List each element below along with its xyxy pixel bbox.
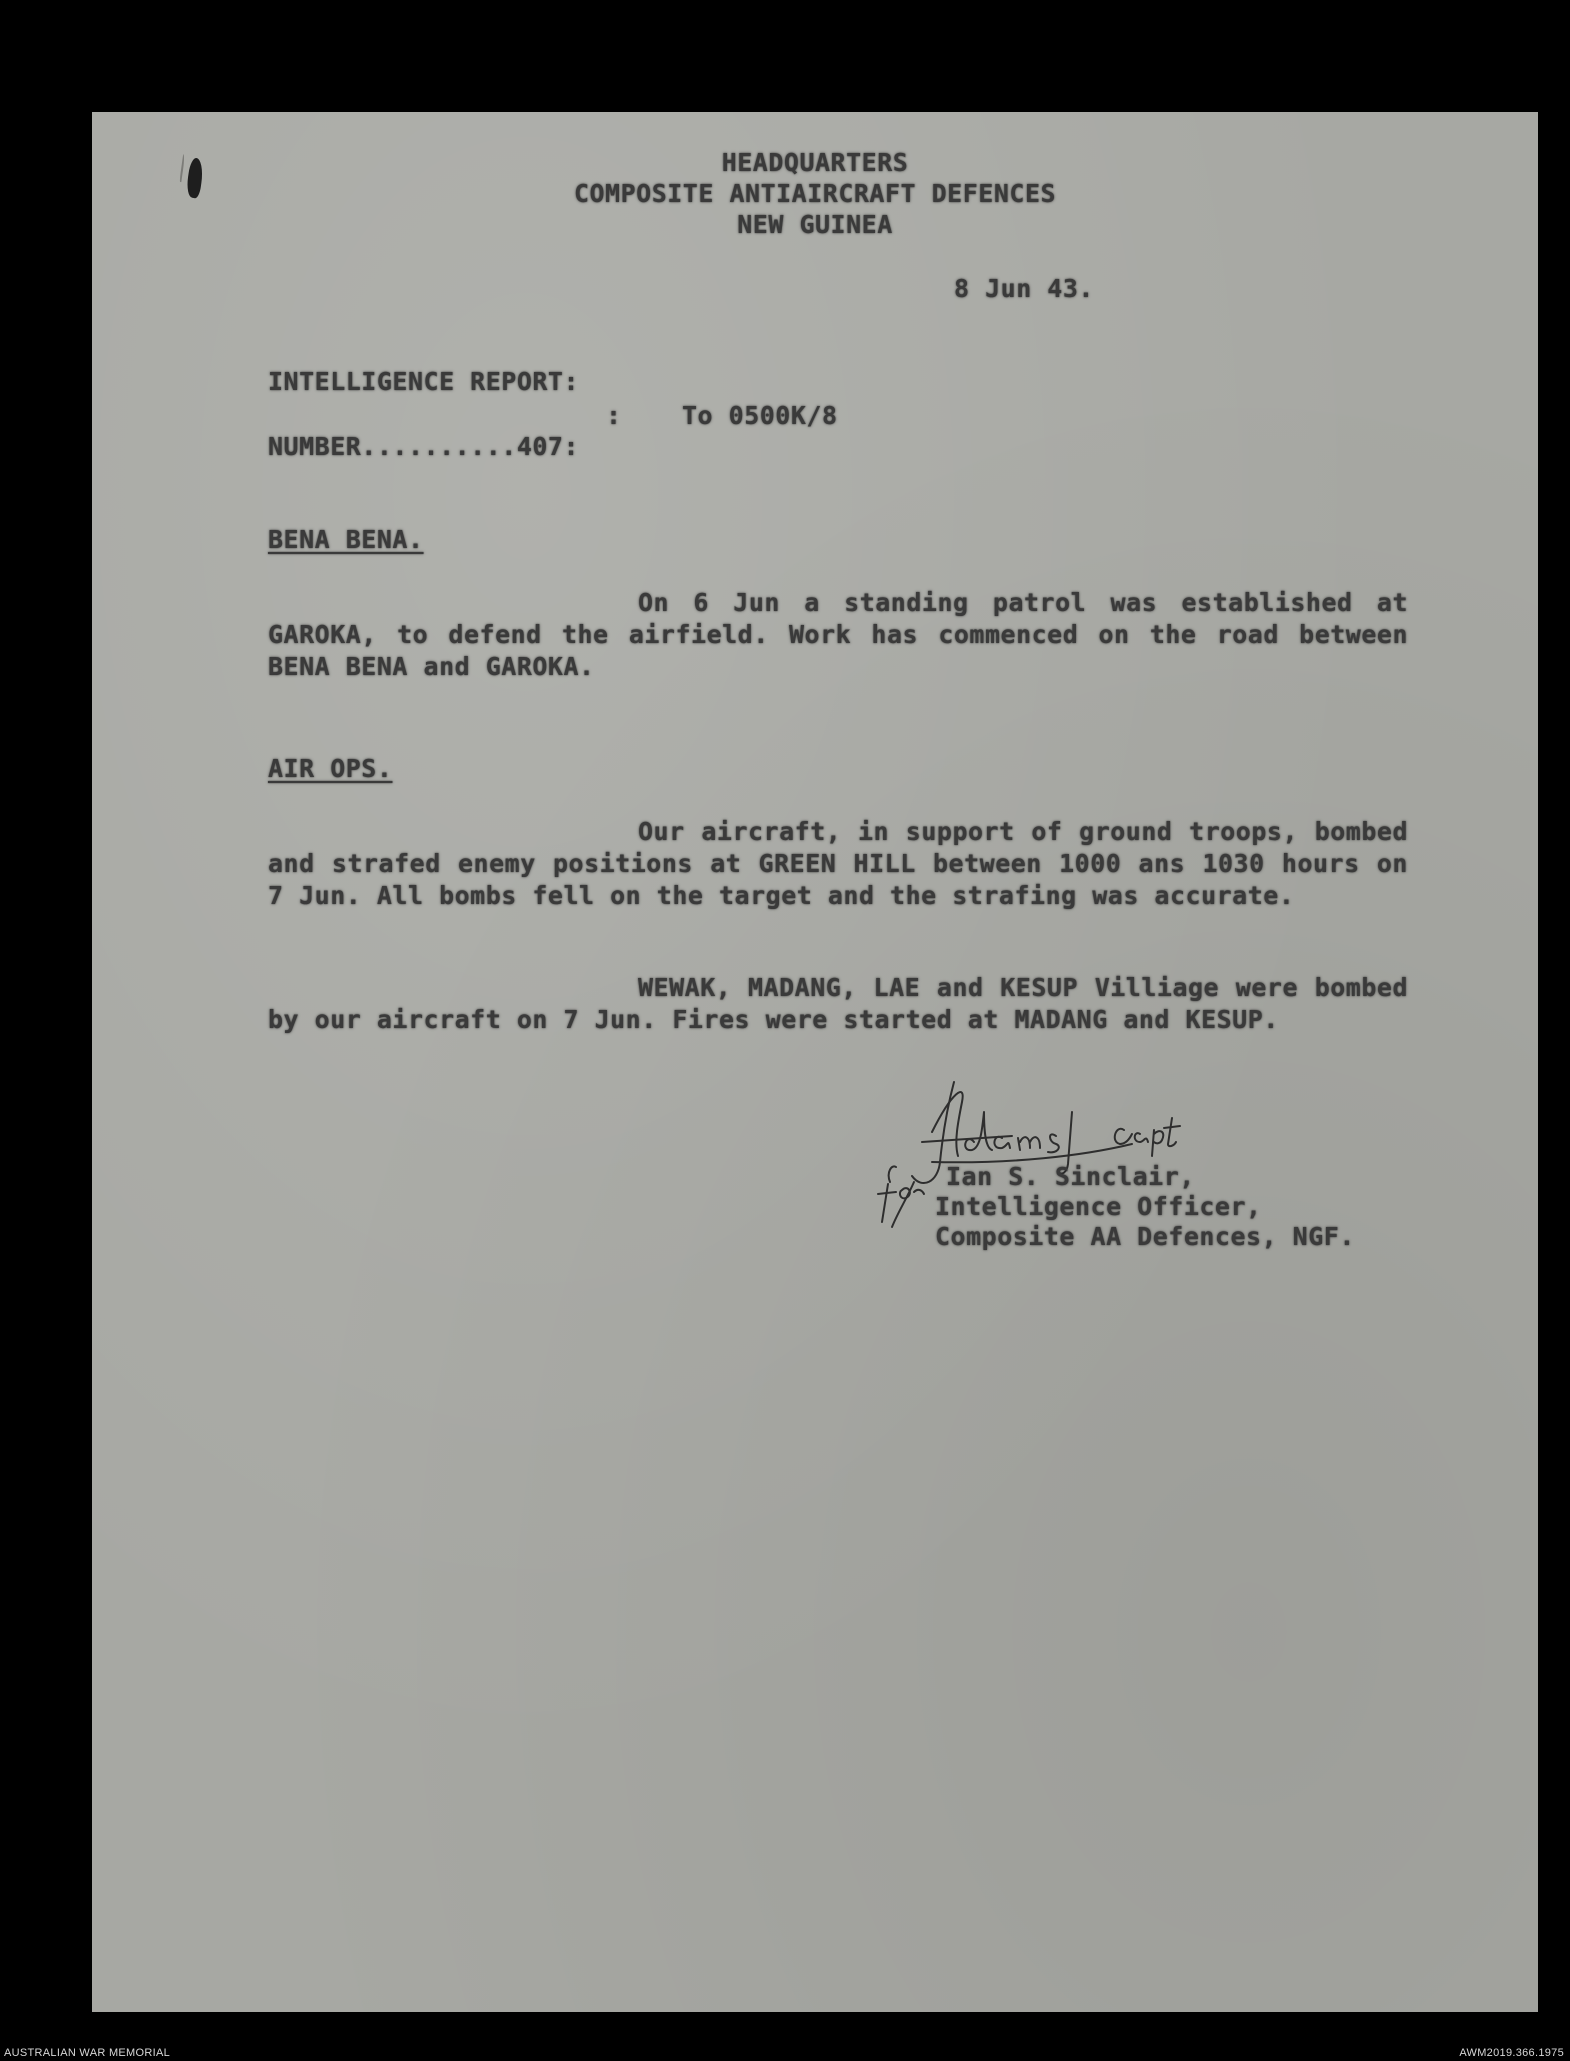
section-paragraph: On 6 Jun a standing patrol was established at GAROKA, to defend the airfield. Work has commenced on the road between BENA BENA and GAROKA.: [268, 588, 1408, 681]
section-paragraph: WEWAK, MADANG, LAE and KESUP Villiage were bombed by our aircraft on 7 Jun. Fires were started at MADANG and KESUP.: [268, 973, 1408, 1034]
report-label: INTELLIGENCE REPORT:: [268, 367, 580, 396]
section-paragraph: Our aircraft, in support of ground troops, bombed and strafed enemy positions at GREEN HILL between 1000 ans 1030 hours on 7 Jun. All bombs fell on the target and the strafing was accurate.: [268, 817, 1408, 910]
document-date: 8 Jun 43.: [954, 274, 1094, 303]
report-colon: :: [606, 401, 622, 430]
footer-credit: AUSTRALIAN WAR MEMORIAL: [4, 2047, 171, 2059]
signatory-name: Ian S. Sinclair,: [946, 1162, 1195, 1191]
header-line-3: NEW GUINEA: [737, 210, 893, 239]
signatory-unit: Composite AA Defences, NGF.: [935, 1222, 1355, 1251]
document-page: [92, 112, 1538, 2012]
report-number: NUMBER..........407:: [268, 432, 580, 461]
header-line-2: COMPOSITE ANTIAIRCRAFT DEFENCES: [573, 179, 1057, 208]
section-heading-air-ops: AIR OPS.: [268, 754, 393, 783]
signatory-title: Intelligence Officer,: [935, 1192, 1262, 1221]
section-heading-bena-bena: BENA BENA.: [268, 525, 424, 554]
footer-accession-number: AWM2019.366.1975: [1459, 2047, 1564, 2059]
report-period: To 0500K/8: [682, 401, 838, 430]
header-line-1: HEADQUARTERS: [721, 148, 909, 177]
